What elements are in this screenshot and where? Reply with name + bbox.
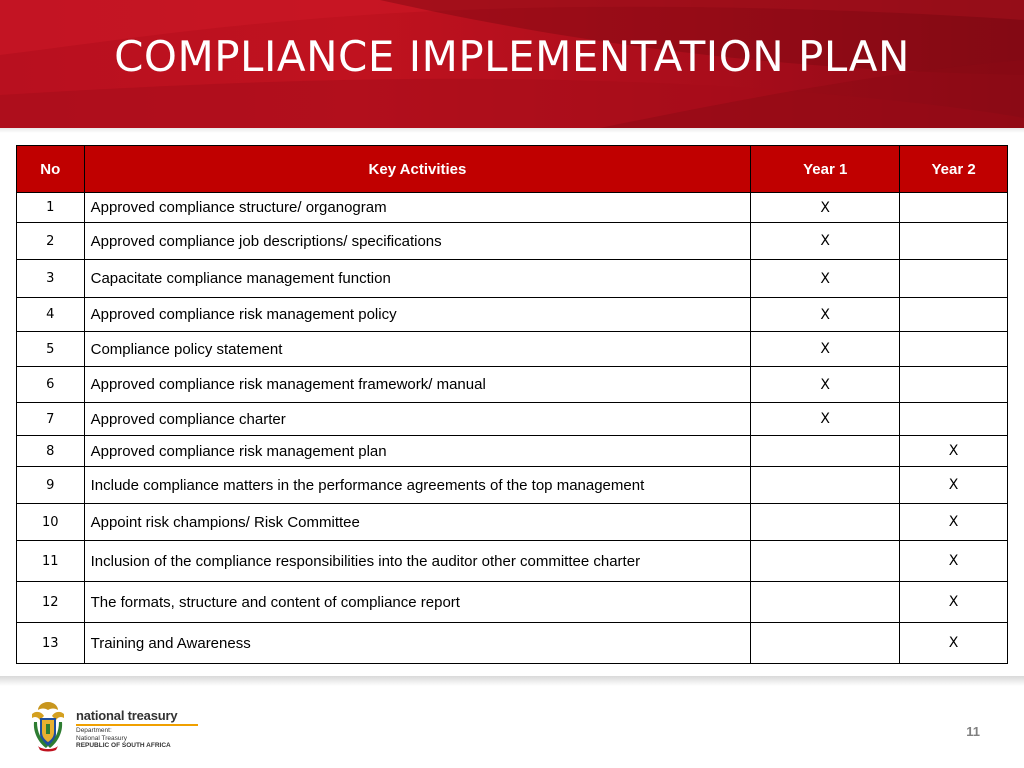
column-header-year-1: Year 1 xyxy=(751,146,900,193)
activity-cell: Inclusion of the compliance responsibilities into the auditor other committee charter xyxy=(84,541,751,582)
row-number: 11 xyxy=(17,541,85,582)
activity-cell: The formats, structure and content of compliance report xyxy=(84,582,751,623)
year-2-mark xyxy=(900,260,1008,298)
year-1-mark: X xyxy=(751,403,900,436)
column-header-key-activities: Key Activities xyxy=(84,146,751,193)
banner-divider xyxy=(0,128,1024,133)
row-number: 1 xyxy=(17,193,85,223)
footer-divider xyxy=(0,676,1024,686)
table-row xyxy=(17,623,1008,664)
row-number: 2 xyxy=(17,223,85,260)
row-number: 10 xyxy=(17,504,85,541)
table-row xyxy=(17,403,1008,436)
year-2-mark xyxy=(900,223,1008,260)
year-2-mark xyxy=(900,367,1008,403)
compliance-plan-table xyxy=(16,145,1008,664)
table-row xyxy=(17,582,1008,623)
page-number: 11 xyxy=(966,724,980,739)
year-2-mark: X xyxy=(900,467,1008,504)
year-2-mark: X xyxy=(900,436,1008,467)
brand-underline xyxy=(76,724,198,726)
row-number: 13 xyxy=(17,623,85,664)
table-row xyxy=(17,541,1008,582)
year-1-mark: X xyxy=(751,193,900,223)
row-number: 4 xyxy=(17,298,85,332)
table-row xyxy=(17,332,1008,367)
year-1-mark: X xyxy=(751,223,900,260)
column-header-year-2: Year 2 xyxy=(900,146,1008,193)
national-treasury-logo xyxy=(28,698,178,754)
brand-name: national treasury xyxy=(76,708,178,723)
table-row xyxy=(17,504,1008,541)
activity-cell: Approved compliance job descriptions/ specifications xyxy=(84,223,751,260)
year-2-mark xyxy=(900,298,1008,332)
table-header-row xyxy=(17,146,1008,193)
department-name: National Treasury xyxy=(76,734,127,742)
table-row xyxy=(17,367,1008,403)
table-row xyxy=(17,467,1008,504)
year-1-mark: X xyxy=(751,367,900,403)
year-1-mark xyxy=(751,467,900,504)
country-name: REPUBLIC OF SOUTH AFRICA xyxy=(76,742,171,749)
activity-cell: Approved compliance structure/ organogram xyxy=(84,193,751,223)
table-row xyxy=(17,436,1008,467)
year-2-mark xyxy=(900,332,1008,367)
year-1-mark: X xyxy=(751,260,900,298)
table-row xyxy=(17,223,1008,260)
year-1-mark xyxy=(751,436,900,467)
year-2-mark: X xyxy=(900,504,1008,541)
table-row xyxy=(17,298,1008,332)
year-2-mark xyxy=(900,193,1008,223)
year-1-mark xyxy=(751,541,900,582)
table-row xyxy=(17,260,1008,298)
header-banner xyxy=(0,0,1024,128)
page-title: COMPLIANCE IMPLEMENTATION PLAN xyxy=(114,32,910,81)
department-label: Department: xyxy=(76,727,112,734)
activity-cell: Appoint risk champions/ Risk Committee xyxy=(84,504,751,541)
year-2-mark: X xyxy=(900,541,1008,582)
year-1-mark xyxy=(751,582,900,623)
year-2-mark: X xyxy=(900,582,1008,623)
column-header-no: No xyxy=(17,146,85,193)
department-text xyxy=(76,727,171,750)
coat-of-arms-icon xyxy=(28,698,68,752)
year-1-mark: X xyxy=(751,332,900,367)
activity-cell: Compliance policy statement xyxy=(84,332,751,367)
row-number: 6 xyxy=(17,367,85,403)
row-number: 3 xyxy=(17,260,85,298)
year-1-mark xyxy=(751,623,900,664)
activity-cell: Approved compliance charter xyxy=(84,403,751,436)
activity-cell: Approved compliance risk management plan xyxy=(84,436,751,467)
table-row xyxy=(17,193,1008,223)
year-1-mark: X xyxy=(751,298,900,332)
activity-cell: Capacitate compliance management function xyxy=(84,260,751,298)
row-number: 7 xyxy=(17,403,85,436)
year-2-mark xyxy=(900,403,1008,436)
row-number: 12 xyxy=(17,582,85,623)
activity-cell: Include compliance matters in the performance agreements of the top management xyxy=(84,467,751,504)
activity-cell: Approved compliance risk management framework/ manual xyxy=(84,367,751,403)
row-number: 9 xyxy=(17,467,85,504)
activity-cell: Training and Awareness xyxy=(84,623,751,664)
year-2-mark: X xyxy=(900,623,1008,664)
row-number: 5 xyxy=(17,332,85,367)
activity-cell: Approved compliance risk management policy xyxy=(84,298,751,332)
year-1-mark xyxy=(751,504,900,541)
row-number: 8 xyxy=(17,436,85,467)
